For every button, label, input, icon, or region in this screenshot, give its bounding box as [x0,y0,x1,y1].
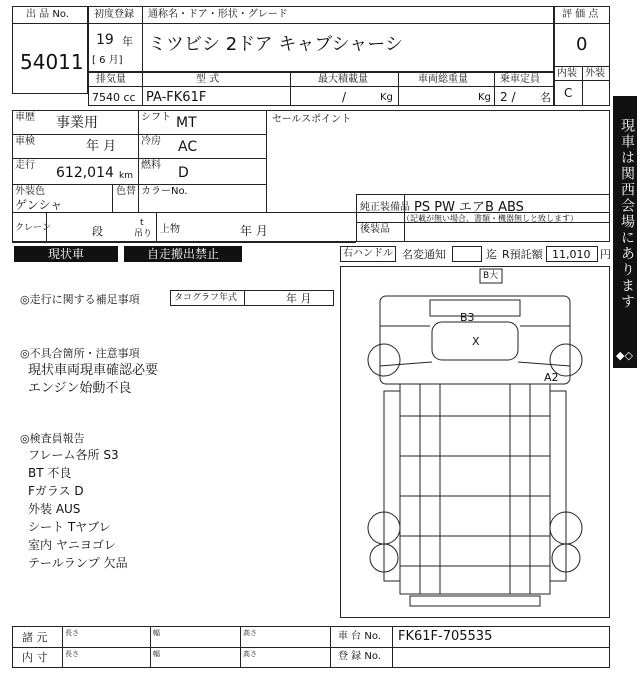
crane-label: クレーン [15,223,51,233]
roof-top [430,300,520,316]
defect-line-1: 現状車両現車確認必要 [28,363,159,378]
first-registration-year: 19 [96,32,114,48]
name-change-field [452,246,482,262]
inspector-report-item: フレーム各所 S3 [28,448,119,462]
crane-stage: 段 [92,225,103,238]
recycle-fee-label: R預託額 [502,248,543,261]
recycle-fee-value: 11,010 [552,248,591,261]
displacement-value: 7540 cc [92,91,136,104]
gross-weight-label: 車両総重量 [418,74,468,85]
fuel-label: 燃料 [141,160,161,171]
damage-mark-b3: B3 [460,311,475,324]
front-left-wheel [368,344,400,376]
aftermarket-label: 後装品 [360,224,390,235]
height-label-2: 高さ [243,650,257,658]
fuel-value: D [178,165,189,181]
exterior-color-label: 外装色 [15,186,45,197]
mileage-label: 走行 [15,160,35,171]
model-value: PA-FK61F [146,90,207,105]
length-label-2: 長さ [65,650,79,658]
rear-bumper [410,596,540,606]
chassis-number-value: FK61F-705535 [398,629,493,644]
tachograph-label: タコグラフ年式 [174,293,238,303]
capacity-label: 乗車定員 [500,74,540,85]
chassis-number-label: 車 台 No. [338,631,381,642]
length-label-1: 長さ [65,629,79,637]
score-value: 0 [576,34,588,55]
exterior-color-value: ゲンシャ [15,198,63,212]
vehicle-name: ミツビシ 2ドア キャブシャーシ [148,34,403,55]
upper-value: 年 月 [240,224,268,238]
crane-load-unit: 吊り [134,229,153,239]
crane-load: t [140,218,144,228]
defects-label: ◎不具合箇所・注意事項 [20,347,140,360]
inspection-value: 年 月 [86,139,117,154]
displacement-label: 排気量 [96,74,126,85]
genuine-equipment-label: 純正装備品 [360,202,410,213]
interior-grade-label: 内装 [557,68,577,79]
aftermarket-note: （記載が無い場合、書類・機器無しと致します） [402,214,578,223]
vehicle-name-label: 通称名・ドア・形状・グレード [148,9,288,20]
interior-grade: C [564,86,573,100]
currency-label: 円 [600,248,611,261]
truck-damage-diagram [340,266,610,618]
current-vehicle-badge: 現状車 [14,246,118,262]
inspector-report-item: テールランプ 欠品 [28,556,128,570]
damage-mark-b-top: B大 [483,271,499,281]
max-load-label: 最大積載量 [318,74,368,85]
shift-label: シフト [141,112,171,123]
max-load-value: / [342,90,347,104]
interior-dim-label: 内 寸 [22,651,48,664]
inspector-report-item: BT 不良 [28,466,72,480]
first-registration-year-unit: 年 [122,35,133,48]
score-label: 評 価 点 [562,9,599,20]
model-label: 型 式 [196,74,220,85]
deadline-label: 迄 [486,248,497,261]
first-registration-month: [ 6 月] [92,55,123,66]
inspector-report-item: Fガラス D [28,484,84,498]
inspector-report-item: シート Tヤブレ [28,520,111,534]
shift-value: MT [176,115,197,131]
genuine-equipment-value: PS PW エアB ABS [414,200,524,215]
venue-notice-text: 現車は関西会場にあります [619,118,635,310]
lot-number-label: 出 品 No. [26,9,69,20]
defect-line-2: エンジン始動不良 [28,381,132,396]
mileage-unit: km [119,171,133,181]
inspection-label: 車検 [15,136,35,147]
inspector-report-item: 室内 ヤニヨゴレ [28,538,116,552]
capacity-unit: 名 [540,91,551,104]
aircon-label: 冷房 [141,136,161,147]
width-label-2: 幅 [153,650,160,658]
gross-weight-unit: Kg [478,92,491,103]
color-number-label: カラーNo. [141,186,188,197]
height-label-1: 高さ [243,629,257,637]
sidebar-top-arrows: ◇◆ [616,81,633,94]
spec-label: 諸 元 [22,631,48,644]
right-hand-drive: 右ハンドル [343,248,393,259]
sales-point-label: セールスポイント [272,114,352,125]
self-propelled-ban-badge: 自走搬出禁止 [124,246,242,262]
width-label-1: 幅 [153,629,160,637]
damage-mark-a2: A2 [544,371,559,384]
upper-label: 上物 [160,224,180,235]
inspector-report-item: 外装 AUS [28,502,81,516]
sidebar-bottom-arrows: ◆◇ [616,349,633,362]
tachograph-value: 年 月 [286,292,312,305]
first-registration-label: 初度登録 [94,9,134,20]
mileage-value: 612,014 [56,165,114,181]
name-change-label: 名変通知 [402,248,446,261]
capacity-value: 2 / [500,90,516,104]
aircon-value: AC [178,139,198,155]
max-load-unit: Kg [380,92,393,103]
color-change-label: 色替 [116,186,136,197]
driving-notes-label: ◎走行に関する補足事項 [20,293,140,306]
registration-number-label: 登 録 No. [338,651,381,662]
history-label: 車歴 [15,112,35,123]
history-value: 事業用 [56,115,98,131]
exterior-grade-label: 外装 [585,68,605,79]
damage-mark-x: X [472,335,480,348]
lot-number: 54011 [20,50,84,74]
inspector-report-label: ◎検査員報告 [20,432,85,445]
